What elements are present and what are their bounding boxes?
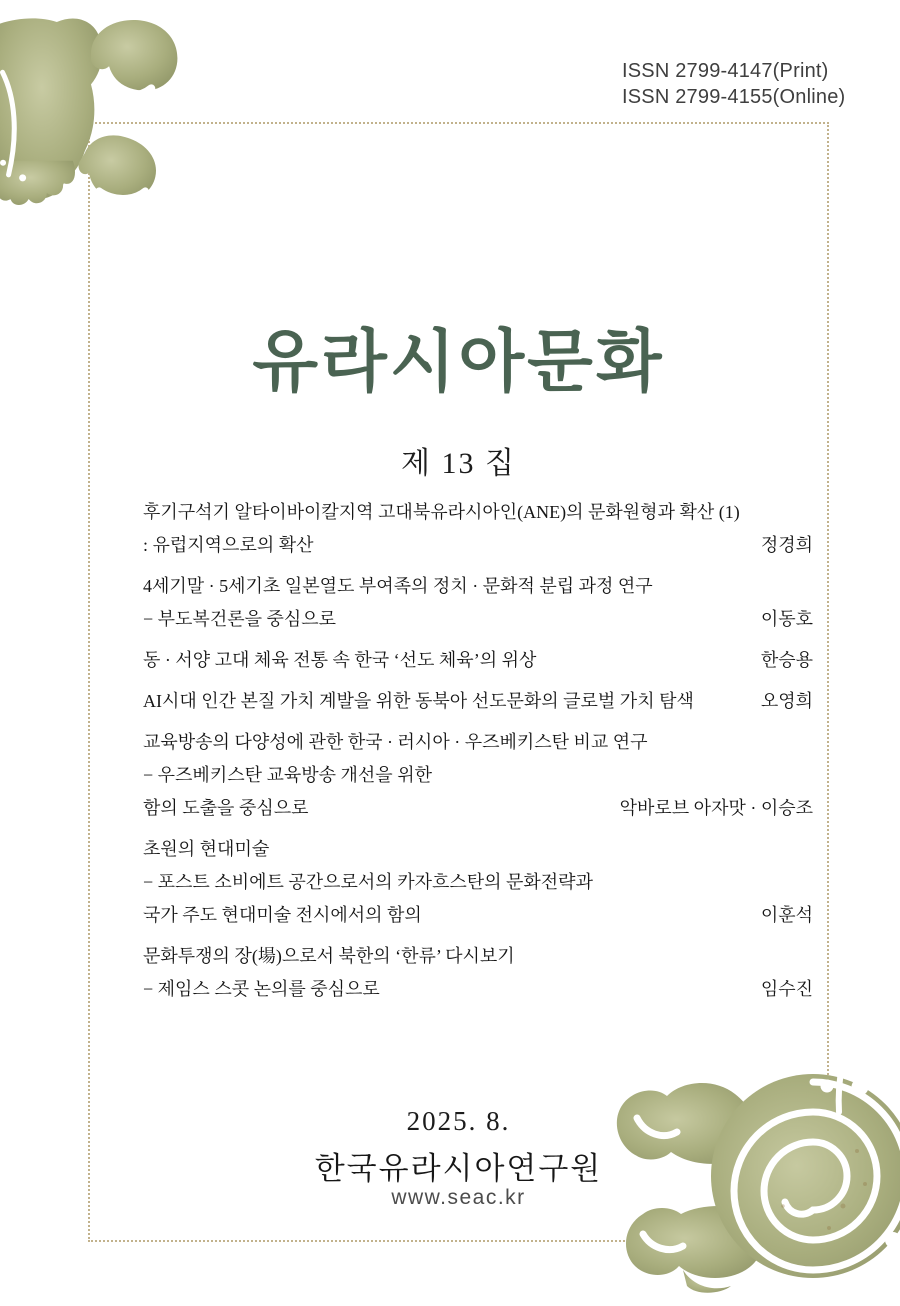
article-author: 악바로브 아자맛 · 이승조 (619, 798, 813, 818)
article-author: 이동호 (760, 609, 813, 629)
toc-entry (143, 726, 813, 825)
article-title: 국가 주도 현대미술 전시에서의 함의 (143, 905, 422, 925)
toc-entry (143, 940, 813, 1006)
toc-line (143, 529, 813, 562)
toc-line (143, 496, 813, 529)
toc-entry (143, 496, 813, 562)
article-title: 교육방송의 다양성에 관한 한국 · 러시아 · 우즈베키스탄 비교 연구 (143, 732, 648, 752)
toc-entry (143, 644, 813, 677)
issn-print: ISSN 2799-4147(Print) (622, 60, 829, 82)
toc-line (143, 866, 813, 899)
journal-title: 유라시아문화 (252, 324, 665, 400)
toc-line (143, 792, 813, 825)
toc-line (143, 726, 813, 759)
volume-label: 제 13 집 (401, 447, 516, 480)
article-author: 이훈석 (760, 905, 813, 925)
toc-entry (143, 685, 813, 718)
article-title: 4세기말 · 5세기초 일본열도 부여족의 정치 · 문화적 분립 과정 연구 (143, 576, 653, 596)
article-title: − 제임스 스콧 논의를 중심으로 (143, 979, 380, 999)
article-title: 후기구석기 알타이바이칼지역 고대북유라시아인(ANE)의 문화원형과 확산 (1) (143, 502, 740, 522)
toc-line (143, 570, 813, 603)
toc-entry (143, 833, 813, 932)
toc-line (143, 940, 813, 973)
publisher-name: 한국유라시아연구원 (314, 1151, 603, 1186)
article-title: : 유럽지역으로의 확산 (143, 535, 314, 555)
article-title: − 부도복건론을 중심으로 (143, 609, 337, 629)
toc-line (143, 644, 813, 677)
bronze-ornament-top-left-icon (0, 10, 190, 206)
issn-block (622, 58, 845, 110)
issn-online: ISSN 2799-4155(Online) (622, 86, 846, 108)
toc-line (143, 759, 813, 792)
article-title: 문화투쟁의 장(場)으로서 북한의 ‘한류’ 다시보기 (143, 946, 515, 966)
publication-date: 2025. 8. (406, 1106, 511, 1136)
article-author: 한승용 (760, 650, 813, 670)
article-title: 동 · 서양 고대 체육 전통 속 한국 ‘선도 체육’의 위상 (143, 650, 537, 670)
toc-entry (143, 570, 813, 636)
toc-line (143, 603, 813, 636)
toc-line (143, 685, 813, 718)
article-author: 임수진 (760, 979, 813, 999)
toc-line (143, 899, 813, 932)
article-title: − 우즈베키스탄 교육방송 개선을 위한 (143, 765, 432, 785)
toc-line (143, 973, 813, 1006)
article-title: − 포스트 소비에트 공간으로서의 카자흐스탄의 문화전략과 (143, 872, 593, 892)
article-title: 초원의 현대미술 (143, 839, 270, 859)
article-author: 오영희 (760, 691, 813, 711)
toc-line (143, 833, 813, 866)
article-title: AI시대 인간 본질 가치 계발을 위한 동북아 선도문화의 글로벌 가치 탐색 (143, 691, 694, 711)
table-of-contents (143, 496, 813, 1014)
article-title: 함의 도출을 중심으로 (143, 798, 309, 818)
article-author: 정경희 (760, 535, 813, 555)
publisher-website: www.seac.kr (391, 1186, 526, 1209)
